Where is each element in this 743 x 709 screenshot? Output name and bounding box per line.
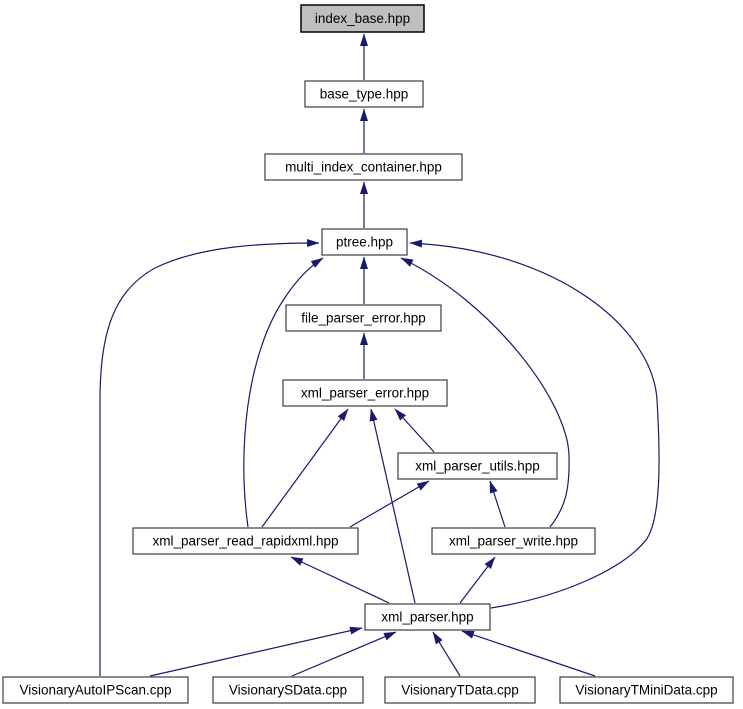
node-index-base-hpp[interactable]	[301, 5, 424, 32]
node-label-index-base-hpp: index_base.hpp	[314, 11, 411, 26]
edge-visionary-t-mini-data-cpp-to-xml-parser-hpp	[462, 631, 595, 676]
node-label-xml-parser-read-rapidxml-hpp: xml_parser_read_rapidxml.hpp	[152, 533, 339, 549]
node-label-visionary-t-mini-data-cpp: VisionaryTMiniData.cpp	[575, 682, 718, 698]
node-label-visionary-auto-ip-scan-cpp: VisionaryAutoIPScan.cpp	[19, 682, 172, 698]
edge-visionary-auto-ip-scan-cpp-to-xml-parser-hpp	[150, 628, 362, 676]
node-ptree-hpp[interactable]	[322, 229, 407, 255]
node-xml-parser-hpp[interactable]	[365, 604, 490, 630]
node-label-xml-parser-error-hpp: xml_parser_error.hpp	[300, 385, 430, 401]
edge-xml-parser-read-rapidxml-hpp-to-xml-parser-error-hpp	[262, 409, 348, 527]
edges-layer	[100, 34, 659, 676]
edge-xml-parser-hpp-to-xml-parser-error-hpp	[371, 409, 415, 603]
node-label-xml-parser-utils-hpp: xml_parser_utils.hpp	[415, 458, 540, 474]
node-label-ptree-hpp: ptree.hpp	[335, 234, 394, 250]
edge-xml-parser-hpp-to-xml-parser-read-rapidxml-hpp	[291, 557, 389, 603]
edge-visionary-s-data-cpp-to-xml-parser-hpp	[292, 632, 396, 676]
node-label-xml-parser-hpp: xml_parser.hpp	[381, 609, 474, 625]
edge-visionary-t-data-cpp-to-xml-parser-hpp	[433, 632, 460, 676]
node-label-multi-index-container-hpp: multi_index_container.hpp	[285, 159, 442, 175]
node-xml-parser-write-hpp[interactable]	[432, 528, 595, 554]
node-file-parser-error-hpp[interactable]	[286, 305, 441, 331]
node-xml-parser-error-hpp[interactable]	[283, 380, 447, 406]
node-label-base-type-hpp: base_type.hpp	[319, 86, 409, 102]
node-label-file-parser-error-hpp: file_parser_error.hpp	[301, 310, 426, 326]
edge-xml-parser-utils-hpp-to-xml-parser-error-hpp	[395, 409, 434, 452]
edge-xml-parser-write-hpp-to-xml-parser-utils-hpp	[490, 481, 505, 527]
node-visionary-t-data-cpp[interactable]	[385, 677, 535, 703]
node-xml-parser-utils-hpp[interactable]	[398, 453, 557, 479]
node-visionary-auto-ip-scan-cpp[interactable]	[3, 677, 188, 703]
nodes-layer	[3, 5, 733, 703]
node-label-visionary-t-data-cpp: VisionaryTData.cpp	[401, 682, 519, 698]
node-label-xml-parser-write-hpp: xml_parser_write.hpp	[448, 533, 579, 549]
node-base-type-hpp[interactable]	[305, 81, 423, 107]
node-multi-index-container-hpp[interactable]	[265, 154, 462, 180]
edge-xml-parser-hpp-to-xml-parser-write-hpp	[460, 557, 495, 603]
node-label-visionary-s-data-cpp: VisionarySData.cpp	[228, 682, 348, 698]
node-visionary-s-data-cpp[interactable]	[213, 677, 363, 703]
node-xml-parser-read-rapidxml-hpp[interactable]	[133, 528, 358, 554]
node-visionary-t-mini-data-cpp[interactable]	[560, 677, 733, 703]
